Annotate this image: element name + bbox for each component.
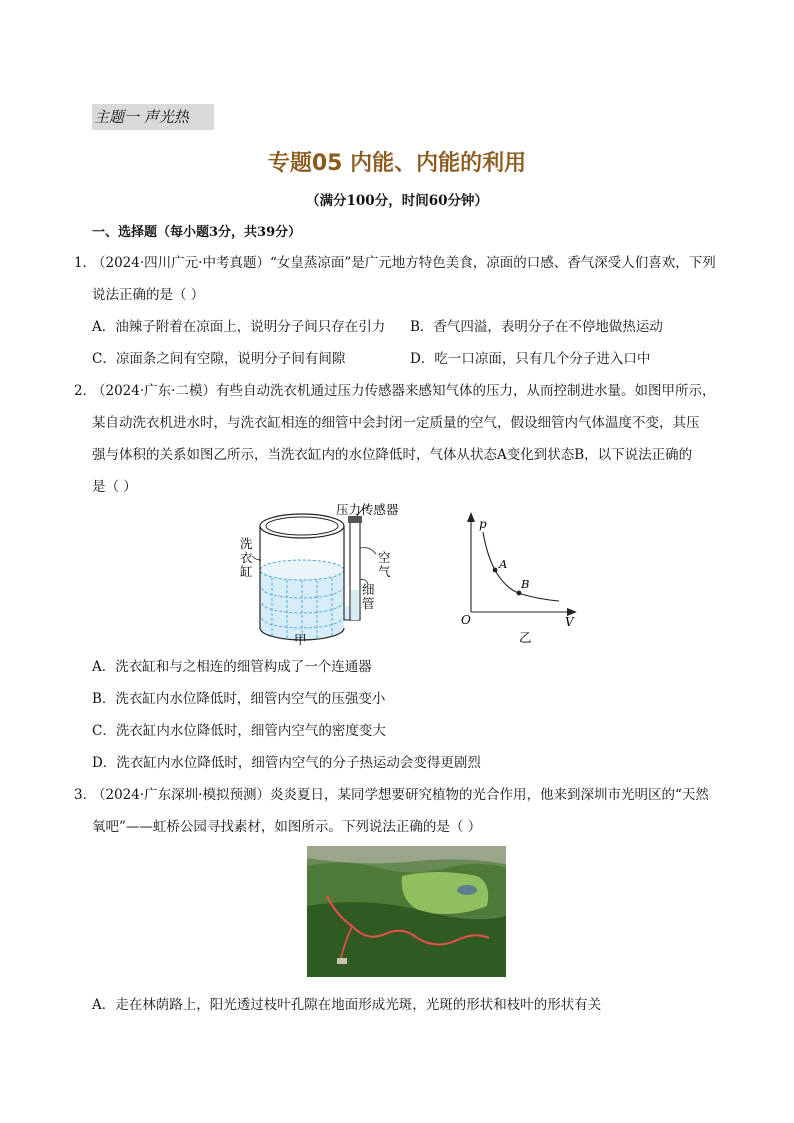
option-b: B．香气四溢，表明分子在不停地做热运动 xyxy=(410,319,663,335)
tank-label-1: 洗 xyxy=(240,536,253,551)
question-number: 2． xyxy=(74,383,97,399)
tank-label-2: 衣 xyxy=(240,550,253,565)
question-text-line: （2024·广东深圳·模拟预测）炎炎夏日，某同学想要研究植物的光合作用，他来到深圳市光明区的“天然 xyxy=(92,787,709,803)
building xyxy=(337,958,347,964)
page-subtitle: （满分100分，时间60分钟） xyxy=(306,193,488,209)
page-title: 专题05 内能、内能的利用 xyxy=(267,151,527,176)
point-b-marker xyxy=(517,591,522,596)
question-number: 1． xyxy=(74,255,97,271)
y-axis-label: p xyxy=(479,517,487,531)
question-text-line: 是（ ） xyxy=(92,479,137,495)
figure-caption-jia: 甲 xyxy=(294,632,307,647)
tank-label-3: 缸 xyxy=(240,564,253,579)
air-label-2: 气 xyxy=(378,564,391,579)
point-a-label: A xyxy=(499,557,508,571)
question-text-line: 某自动洗衣机进水时，与洗衣缸相连的细管中会封闭一定质量的空气，假设细管内气体温度不变，其压 xyxy=(92,415,700,431)
park-aerial-photo xyxy=(307,846,506,977)
y-axis-arrow xyxy=(467,512,475,522)
pressure-sensor xyxy=(348,516,362,523)
section-heading: 一、选择题（每小题3分，共39分） xyxy=(92,225,302,240)
figure-jia-washing-tank xyxy=(232,498,422,648)
sensor-label: 压力传感器 xyxy=(336,502,399,517)
option-d: D．吃一口凉面，只有几个分子进入口中 xyxy=(410,351,651,367)
option-d: D．洗衣缸内水位降低时，细管内空气的分子热运动会变得更剧烈 xyxy=(92,755,481,771)
tube-label-2: 管 xyxy=(362,596,375,611)
option-a: A．油辣子附着在凉面上，说明分子间只存在引力 xyxy=(92,319,386,335)
option-c: C．凉面条之间有空隙，说明分子间有间隙 xyxy=(92,351,346,367)
water-surface xyxy=(260,560,344,580)
topic-tag: 主题一 声光热 xyxy=(92,104,214,130)
tube-water xyxy=(351,590,359,620)
question-text-line: 说法正确的是（ ） xyxy=(92,287,205,303)
point-a-marker xyxy=(493,568,498,573)
question-number: 3． xyxy=(74,787,97,803)
question-text-line: 氧吧”——虹桥公园寻找素材，如图所示。下列说法正确的是（ ） xyxy=(92,819,482,835)
option-a: A．洗衣缸和与之相连的细管构成了一个连通器 xyxy=(92,659,372,675)
figure-caption-yi: 乙 xyxy=(519,630,532,645)
x-axis-label: V xyxy=(565,615,574,629)
origin-label: O xyxy=(461,613,471,627)
air-leader xyxy=(360,548,376,554)
point-b-label: B xyxy=(521,577,530,591)
pond xyxy=(457,885,477,895)
tube-label-1: 细 xyxy=(362,582,375,597)
air-label-1: 空 xyxy=(378,550,391,565)
question-text-line: 强与体积的关系如图乙所示，当洗衣缸内的水位降低时，气体从状态A变化到状态B，以下说法正确的 xyxy=(92,447,693,463)
figure-yi-pv-graph xyxy=(455,508,590,648)
option-c: C．洗衣缸内水位降低时，细管内空气的密度变大 xyxy=(92,723,386,739)
question-text-line: （2024·四川广元·中考真题）“女皇蒸凉面”是广元地方特色美食，凉面的口感、香气深受人们喜欢，下列 xyxy=(92,255,716,271)
golf-course xyxy=(402,872,489,914)
option-a: A．走在林荫路上，阳光透过枝叶孔隙在地面形成光斑，光斑的形状和枝叶的形状有关 xyxy=(92,997,602,1013)
question-text-line: （2024·广东·二模）有些自动洗衣机通过压力传感器来感知气体的压力，从而控制进水量。如图甲所示， xyxy=(92,383,716,399)
option-b: B．洗衣缸内水位降低时，细管内空气的压强变小 xyxy=(92,691,386,707)
tank-rim-inner xyxy=(266,517,338,535)
